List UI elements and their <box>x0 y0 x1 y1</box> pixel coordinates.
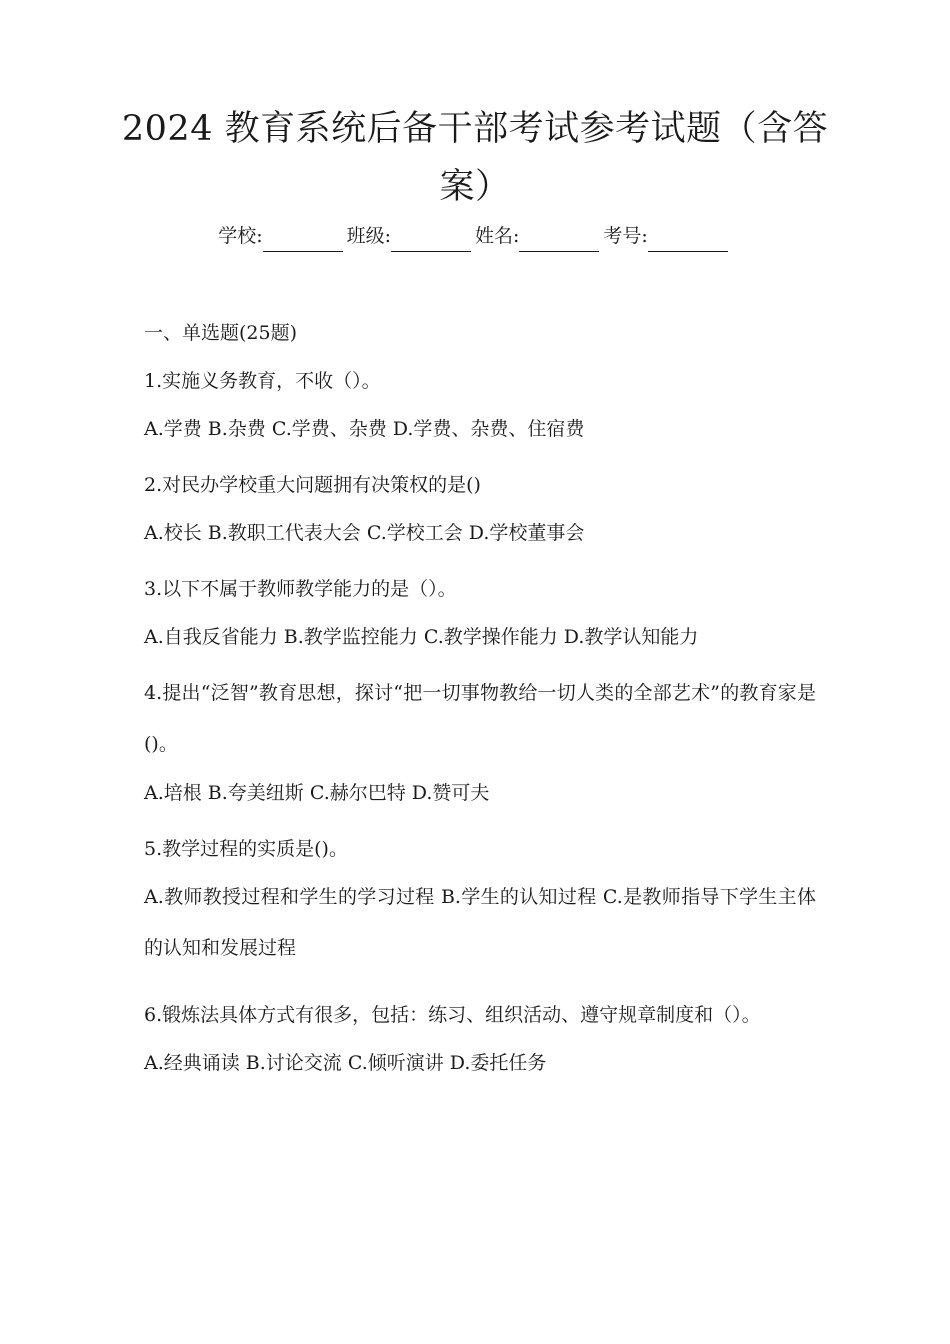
class-field <box>347 220 475 252</box>
question-options: A.自我反省能力 B.教学监控能力 C.教学操作能力 D.教学认知能力 <box>144 626 699 648</box>
question-5 <box>144 834 816 974</box>
question-4 <box>144 668 816 808</box>
section-title: 一、单选题(25题) <box>144 322 298 344</box>
question-stem: 2.对民办学校重大问题拥有决策权的是() <box>144 474 481 496</box>
name-label: 姓名: <box>475 225 520 247</box>
exam-number-blank <box>648 227 728 252</box>
question-options: A.校长 B.教职工代表大会 C.学校工会 D.学校董事会 <box>144 522 585 544</box>
exam-number-field <box>603 220 731 252</box>
question-options: A.学费 B.杂费 C.学费、杂费 D.学费、杂费、住宿费 <box>144 418 585 440</box>
exam-number-label: 考号: <box>603 225 648 247</box>
question-options: A.培根 B.夸美纽斯 C.赫尔巴特 D.赞可夫 <box>144 782 490 804</box>
question-stem: 6.锻炼法具体方式有很多，包括：练习、组织活动、遵守规章制度和（）。 <box>144 1004 761 1026</box>
question-list <box>144 318 816 1104</box>
question-3 <box>144 574 816 652</box>
question-stem: 1.实施义务教育，不收（）。 <box>144 370 381 392</box>
question-stem: 5.教学过程的实质是()。 <box>144 838 348 860</box>
name-field <box>475 220 603 252</box>
school-label: 学校: <box>218 225 263 247</box>
name-blank <box>519 227 599 252</box>
question-1 <box>144 366 816 444</box>
class-label: 班级: <box>346 225 391 247</box>
question-2 <box>144 470 816 548</box>
class-blank <box>391 227 471 252</box>
question-options: A.经典诵读 B.讨论交流 C.倾听演讲 D.委托任务 <box>144 1052 547 1074</box>
question-6 <box>144 1000 816 1078</box>
school-blank <box>263 227 343 252</box>
document-title: 2024 教育系统后备干部考试参考试题（含答案） <box>121 109 829 207</box>
student-info-line <box>0 220 950 252</box>
school-field <box>218 220 346 252</box>
question-stem: 3.以下不属于教师教学能力的是（）。 <box>144 578 457 600</box>
question-options: A.教师教授过程和学生的学习过程 B.学生的认知过程 C.是教师指导下学生主体的认知和发展过程 <box>144 886 816 959</box>
question-stem: 4.提出“泛智”教育思想，探讨“把一切事物教给一切人类的全部艺术”的教育家是()。 <box>144 682 816 755</box>
